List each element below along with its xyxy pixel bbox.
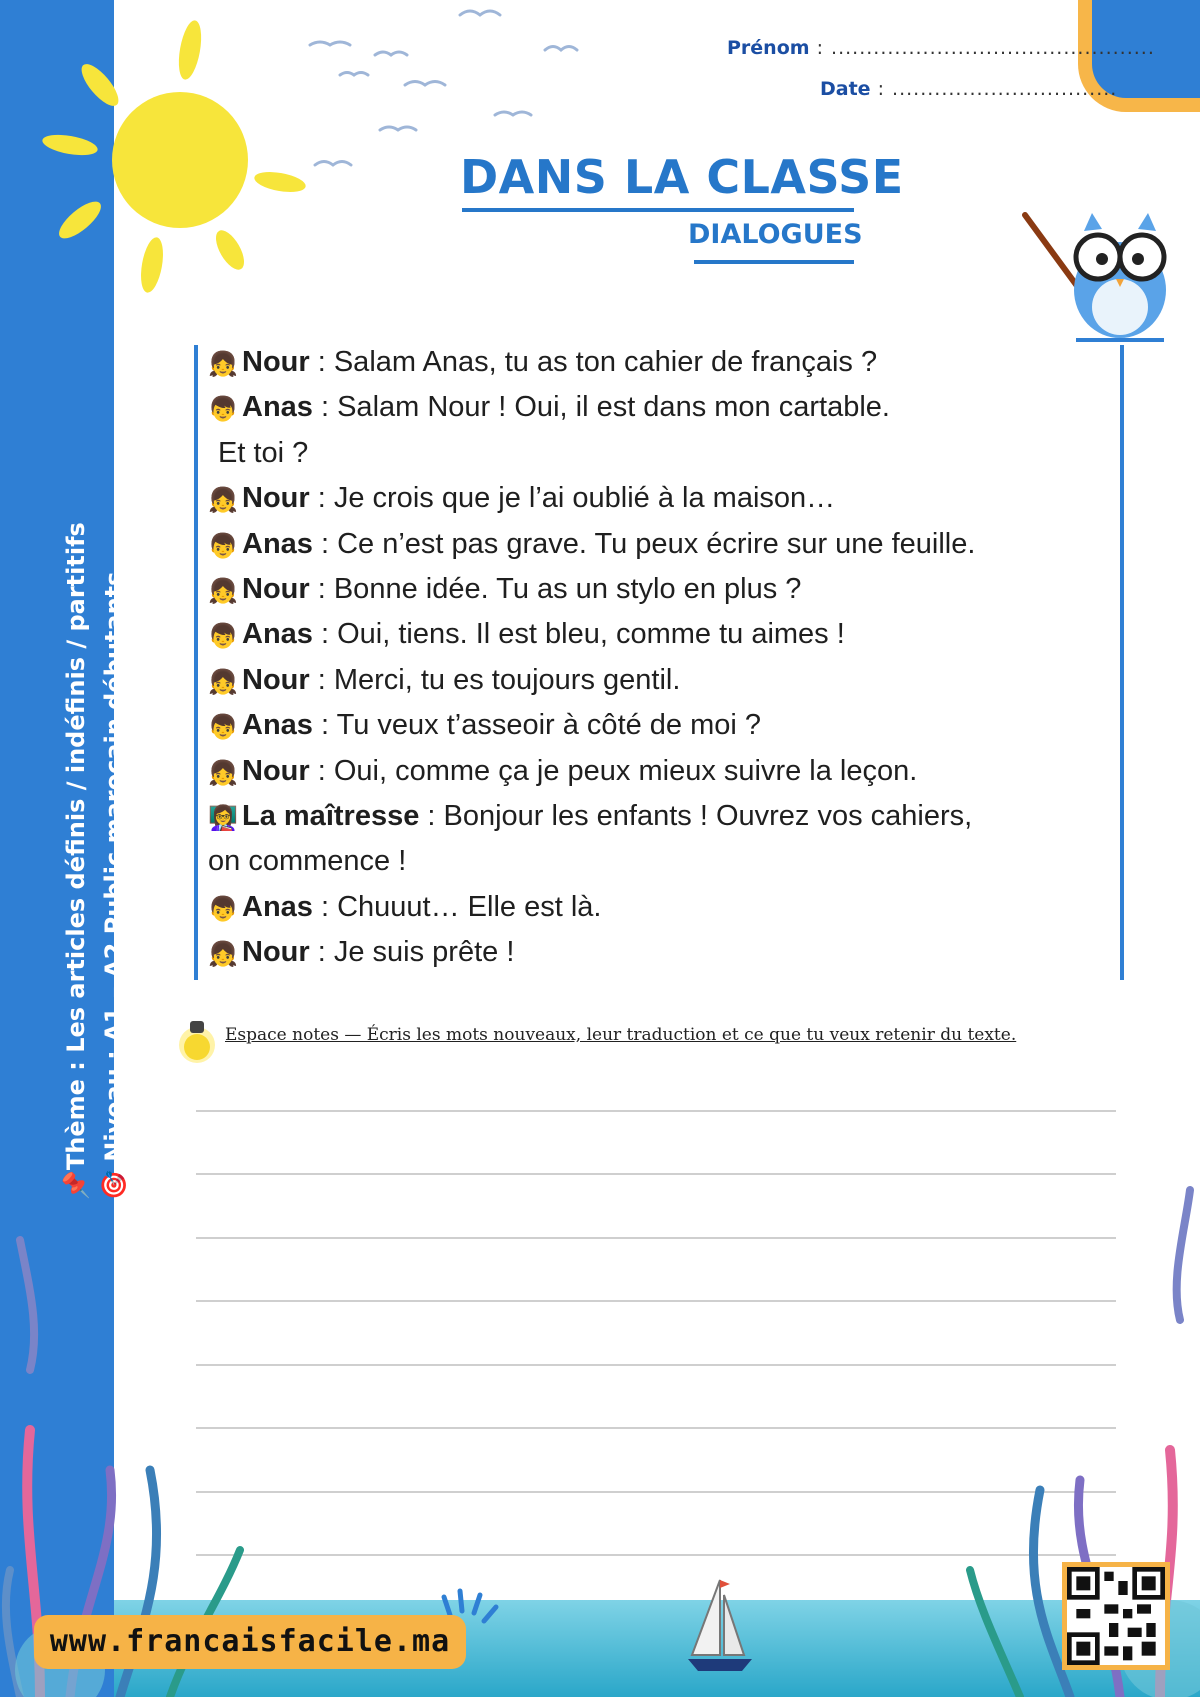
girl-icon: 👧 <box>208 668 238 696</box>
level-line: 🎯 Niveau : A1 – A2 Public marocain débutants <box>100 571 128 1200</box>
speaker-name: Anas <box>242 527 313 560</box>
page-title: DANS LA CLASSE <box>460 150 904 204</box>
boy-icon: 👦 <box>208 396 238 424</box>
dialogue-right-border <box>1120 345 1124 980</box>
boy-icon: 👦 <box>208 532 238 560</box>
line-text: : Salam Anas, tu as ton cahier de français ? <box>309 346 878 378</box>
title-underline <box>462 208 854 212</box>
sun-illustration <box>40 10 320 300</box>
dialogue-line <box>208 522 1118 567</box>
line-text: : Salam Nour ! Oui, il est dans mon cartable. <box>312 391 890 424</box>
girl-icon: 👧 <box>208 941 238 969</box>
boy-icon: 👦 <box>208 895 238 923</box>
dialogue-line <box>208 703 1118 748</box>
website-link[interactable]: www.francaisfacile.ma <box>34 1615 466 1669</box>
sailboat-icon <box>680 1575 760 1675</box>
dialogue-line <box>208 749 1118 794</box>
speaker-name: Anas <box>242 618 313 651</box>
speaker-name: Nour <box>242 663 310 696</box>
qr-code[interactable] <box>1062 1562 1170 1670</box>
line-text: : Oui, tiens. Il est bleu, comme tu aimes ! <box>312 618 845 651</box>
speaker-name: Anas <box>242 890 313 923</box>
dialogue-line <box>208 658 1118 703</box>
note-line[interactable] <box>196 1110 1116 1112</box>
dialogue-line <box>208 885 1118 930</box>
speaker-name: Nour <box>242 482 310 515</box>
prenom-dots: : .............................................. <box>809 37 1155 59</box>
dialogue-line <box>208 385 1118 430</box>
speaker-name: Nour <box>242 572 310 605</box>
speaker-name: Nour <box>242 754 310 787</box>
dialogue-line <box>208 431 1118 476</box>
speaker-name: Anas <box>242 391 313 424</box>
prenom-label: Prénom <box>727 37 810 59</box>
date-label: Date <box>820 78 871 100</box>
subtitle-underline <box>694 260 854 264</box>
line-text: : Tu veux t’asseoir à côté de moi ? <box>312 709 762 742</box>
date-field[interactable] <box>820 78 1117 100</box>
speaker-name: La maîtresse <box>242 799 420 832</box>
dialogue-line <box>208 476 1118 521</box>
sidebar-theme-text <box>57 522 133 1200</box>
date-dots: : ................................ <box>870 78 1118 100</box>
page-subtitle: DIALOGUES <box>688 219 863 250</box>
prenom-field[interactable] <box>727 37 1155 59</box>
dialogue-line <box>208 612 1118 657</box>
line-text: Et toi ? <box>218 436 309 469</box>
speaker-name: Nour <box>242 936 310 969</box>
line-text: : Je crois que je l’ai oublié à la maison… <box>309 482 836 515</box>
dialogue-line <box>208 794 1118 839</box>
owl-teacher-icon <box>1020 195 1180 345</box>
dialogue-left-border <box>194 345 198 980</box>
girl-icon: 👧 <box>208 759 238 787</box>
line-text: : Bonjour les enfants ! Ouvrez vos cahiers, <box>419 799 973 832</box>
boy-icon: 👦 <box>208 623 238 651</box>
teacher-icon: 👩‍🏫 <box>208 804 238 832</box>
lightbulb-icon <box>172 1015 222 1075</box>
girl-icon: 👧 <box>208 351 238 378</box>
line-text: : Oui, comme ça je peux mieux suivre la leçon. <box>309 754 918 787</box>
boy-icon: 👦 <box>208 714 238 742</box>
line-text: : Ce n’est pas grave. Tu peux écrire sur une feuille. <box>312 527 976 560</box>
qr-code-icon <box>1067 1567 1165 1665</box>
speaker-name: Anas <box>242 709 313 742</box>
dialogue-line <box>208 839 1118 884</box>
line-text: on commence ! <box>208 845 407 878</box>
dialogue-text <box>208 340 1118 975</box>
girl-icon: 👧 <box>208 487 238 515</box>
theme-line: 📌Thème : Les articles définis / indéfinis / partitifs <box>62 522 90 1200</box>
speaker-name: Nour <box>242 346 310 378</box>
line-text: : Chuuut… Elle est là. <box>312 890 602 923</box>
line-text: : Je suis prête ! <box>309 936 515 969</box>
girl-icon: 👧 <box>208 577 238 605</box>
dialogue-line <box>208 340 1118 385</box>
notes-heading: Espace notes — Écris les mots nouveaux, leur traduction et ce que tu veux retenir du texte. <box>225 1025 1017 1045</box>
line-text: : Bonne idée. Tu as un stylo en plus ? <box>309 572 802 605</box>
dialogue-line <box>208 567 1118 612</box>
line-text: : Merci, tu es toujours gentil. <box>309 663 681 696</box>
dialogue-line <box>208 930 1118 975</box>
